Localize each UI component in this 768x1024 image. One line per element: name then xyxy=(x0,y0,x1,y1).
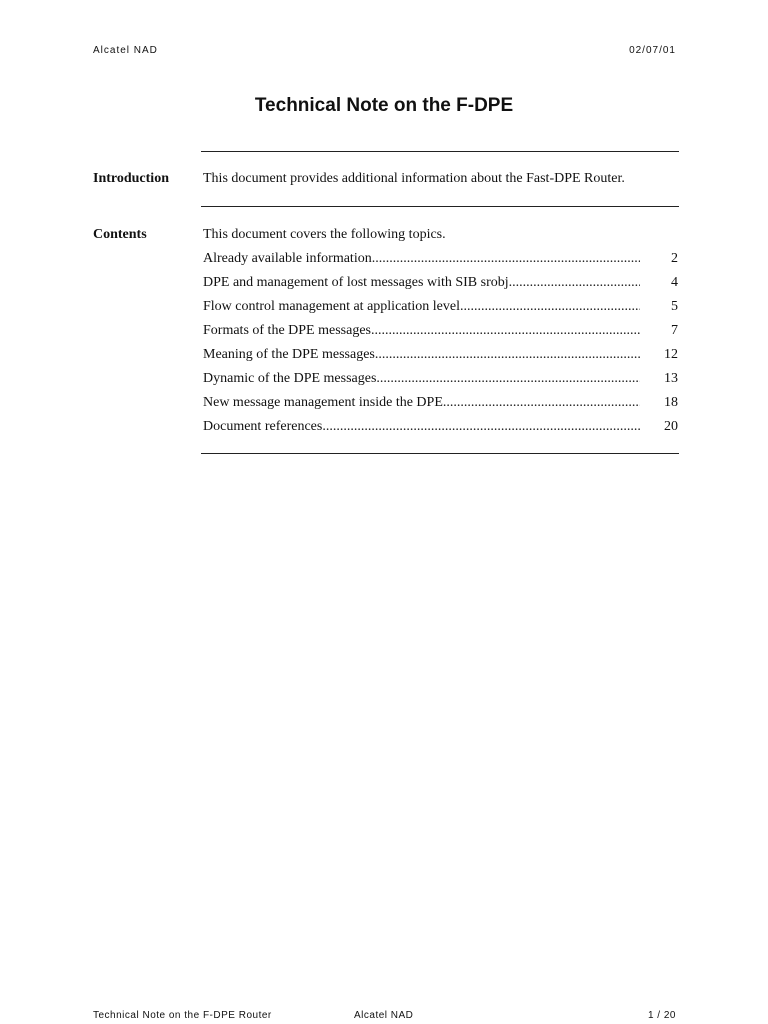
toc-item-title: Already available information xyxy=(203,251,372,266)
toc-item[interactable] xyxy=(203,419,678,443)
toc-item-page: 12 xyxy=(664,347,678,362)
toc-leader xyxy=(376,371,640,387)
toc-item-page: 20 xyxy=(664,419,678,434)
toc-leader xyxy=(372,251,640,267)
footer-company: Alcatel NAD xyxy=(354,1010,414,1021)
introduction-text: This document provides additional information about the Fast-DPE Router. xyxy=(203,171,625,186)
toc-item-title: New message management inside the DPE xyxy=(203,395,443,410)
toc-item-title: Document references xyxy=(203,419,323,434)
toc-item-page: 18 xyxy=(664,395,678,410)
divider-bottom xyxy=(201,453,679,454)
toc-item[interactable] xyxy=(203,347,678,371)
toc-leader xyxy=(460,299,640,315)
toc-leader xyxy=(322,419,640,435)
toc-item-title: Dynamic of the DPE messages xyxy=(203,371,377,386)
toc-item-title: Flow control management at application level xyxy=(203,299,460,314)
toc-item-page: 13 xyxy=(664,371,678,386)
toc-item-title: Formats of the DPE messages xyxy=(203,323,371,338)
contents-label: Contents xyxy=(93,227,147,242)
toc-item[interactable] xyxy=(203,323,678,347)
toc-leader xyxy=(371,323,640,339)
divider-top xyxy=(201,151,679,152)
toc-item[interactable] xyxy=(203,371,678,395)
table-of-contents xyxy=(203,251,678,443)
footer-page-indicator: 1 / 20 xyxy=(647,1010,676,1021)
divider-middle xyxy=(201,206,679,207)
toc-item-page: 5 xyxy=(671,299,678,314)
toc-item-page: 4 xyxy=(671,275,678,290)
toc-item[interactable] xyxy=(203,395,678,419)
footer-document-name: Technical Note on the F-DPE Router xyxy=(93,1010,272,1021)
toc-item[interactable] xyxy=(203,251,678,275)
toc-item-page: 2 xyxy=(671,251,678,266)
toc-leader xyxy=(509,275,640,291)
toc-item[interactable] xyxy=(203,299,678,323)
toc-item-title: DPE and management of lost messages with SIB srobj xyxy=(203,275,509,290)
contents-lead: This document covers the following topics. xyxy=(203,227,446,242)
header-company: Alcatel NAD xyxy=(93,45,158,56)
header-date: 02/07/01 xyxy=(629,45,676,56)
toc-item-page: 7 xyxy=(671,323,678,338)
toc-item-title: Meaning of the DPE messages xyxy=(203,347,375,362)
toc-item[interactable] xyxy=(203,275,678,299)
page-title: Technical Note on the F-DPE xyxy=(254,95,514,116)
toc-leader xyxy=(375,347,640,363)
introduction-label: Introduction xyxy=(93,171,169,186)
toc-leader xyxy=(443,395,640,411)
